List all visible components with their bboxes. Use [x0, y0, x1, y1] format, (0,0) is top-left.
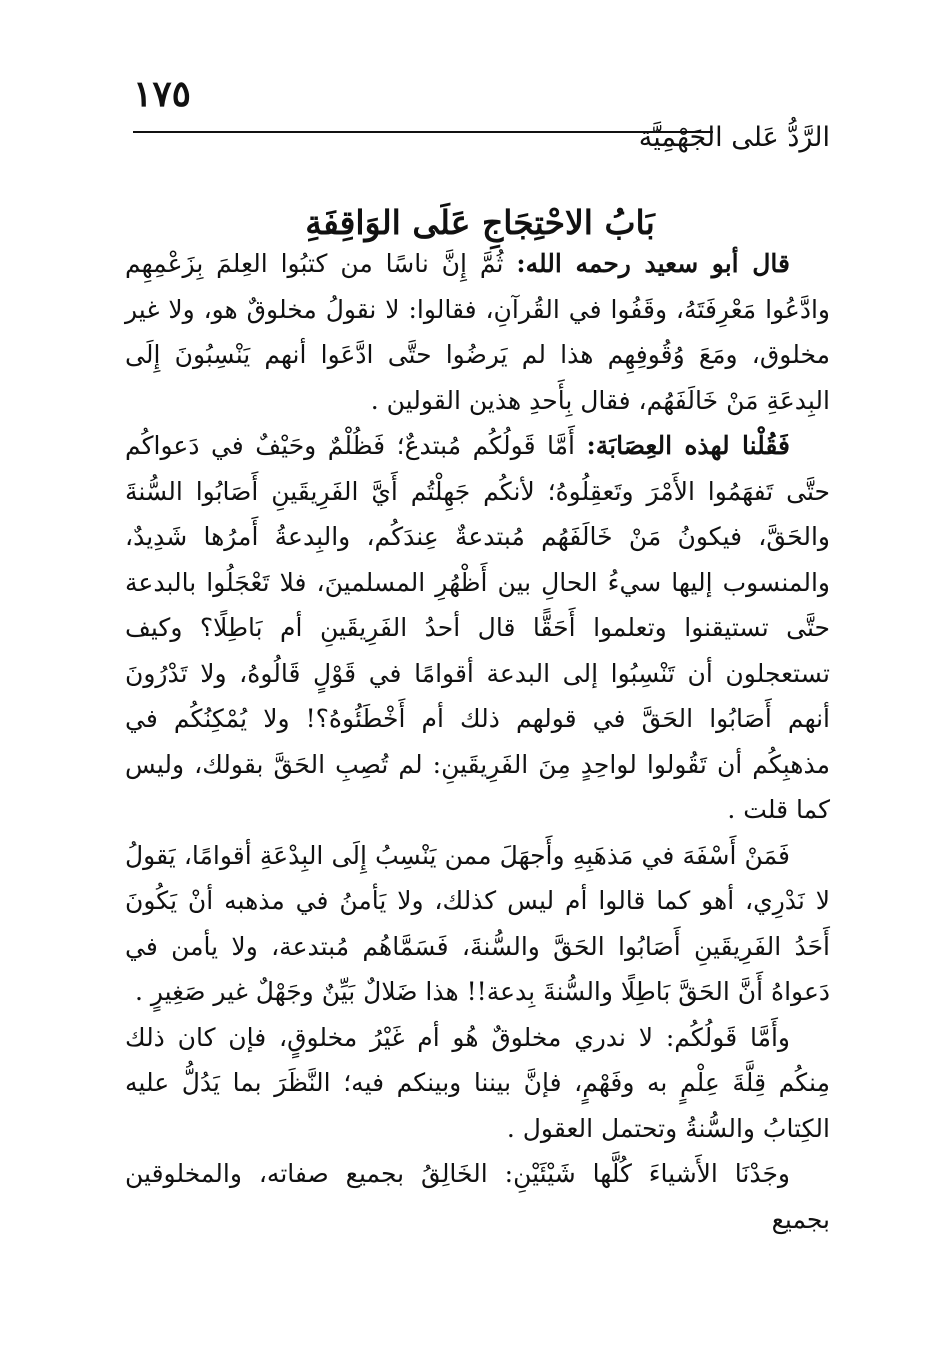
paragraph-text: ثُمَّ إِنَّ ناسًا من كتبُوا العِلمَ بِزَعْمِهِم وادَّعُوا مَعْرِفَتَهُ، وقَفُوا في القُرآنِ، فقالوا: لا نقولُ مخلوقٌ هو، ولا غير مخلوق، ومَعَ وُقُوفِهِم هذا لم يَرضُوا حتَّى ادَّعَوا أنهم يَنْسِبُونَ إِلَى البِدعَةِ مَنْ خَالَفَهُم، فقال بِأَحدِ هذين القولين .	[125, 249, 830, 415]
running-title: الرَّدُّ عَلى الجَهْمِيَّة	[638, 122, 830, 153]
paragraph-lead: فَقُلْنا لهذه العِصَابَة:	[586, 431, 790, 460]
page-number: ١٧٥	[133, 73, 192, 115]
paragraph	[125, 833, 830, 1015]
header-rule	[133, 131, 713, 133]
body-text	[125, 241, 830, 1242]
paragraph-text: وجَدْنَا الأَشياءَ كُلَّها شَيْئَيْنِ: الخَالِقُ بجميع صفاته، والمخلوقين بجميع	[125, 1159, 830, 1234]
paragraph-text: أَمَّا قَولُكُم مُبتدعٌ؛ فَظُلْمٌ وحَيْفٌ في دَعواكُم حتَّى تَفهَمُوا الأَمْرَ وتَعقِلُوهُ؛ لأنكُم جَهِلْتُم أَيَّ الفَرِيقَينِ أَصَابُوا السُّنةَ والحَقَّ، فيكونُ مَنْ خَالَفَهُم مُبتدعةٌ عِندَكُم، والبِدعةُ أَمرُها شَدِيدٌ، والمنسوب إليها سيءُ الحالِ بين أَظْهُرِ المسلمينَ، فلا تَعْجَلُوا بالبدعة حتَّى تستيقنوا وتعلموا أَحَقًّا قال أحدُ الفَرِيقَينِ أم بَاطِلًا؟ وكيف تستعجلون أن تَنْسِبُوا إلى البدعة أقوامًا في قَوْلٍ قَالُوهُ، ولا تَدْرُونَ أنهم أَصَابُوا الحَقَّ في قولهم ذلك أم أَخْطَئُوهُ؟! ولا يُمْكِنُكُم في مذهبِكُم أن تَقُولوا لواحِدٍ مِنَ الفَرِيقَينِ: لم تُصِبِ الحَقَّ بقولك، وليس كما قلت .	[125, 431, 830, 824]
chapter-title: بَابُ الاحْتِجَاجِ عَلَى الوَاقِفَةِ	[305, 203, 655, 243]
paragraph	[125, 1151, 830, 1242]
paragraph	[125, 241, 830, 423]
paragraph	[125, 423, 830, 833]
paragraph	[125, 1015, 830, 1152]
paragraph-text: فَمَنْ أَسْفَهَ في مَذهَبِهِ وأَجهَلَ ممن يَنْسِبُ إِلَى البِدْعَةِ أقوامًا، يَقولُ لا نَدْرِي، أهو كما قالوا أم ليس كذلك، ولا يَأمنُ في مذهبه أنْ يَكُونَ أَحَدُ الفَرِيقَينِ أَصَابُوا الحَقَّ والسُّنةَ، فَسَمَّاهُم مُبتدعة، ولا يأمن في دَعواهُ أَنَّ الحَقَّ بَاطِلًا والسُّنةَ بِدعة!! هذا ضَلالٌ بَيِّنٌ وجَهْلٌ غير صَغِيرٍ .	[125, 840, 830, 1006]
paragraph-text: وأَمَّا قَولُكُم: لا ندري مخلوقٌ هُو أم غَيْرُ مخلوقٍ، فإن كان ذلك مِنكُم قِلَّةَ عِلْمٍ به وفَهْمٍ، فإنَّ بيننا وبينكم فيه؛ النَّظَرَ بما يَدُلُّ عليه الكِتابُ والسُّنةُ وتحتمل العقول .	[125, 1022, 830, 1143]
paragraph-lead: قال أبو سعيد رحمه الله:	[516, 249, 790, 278]
